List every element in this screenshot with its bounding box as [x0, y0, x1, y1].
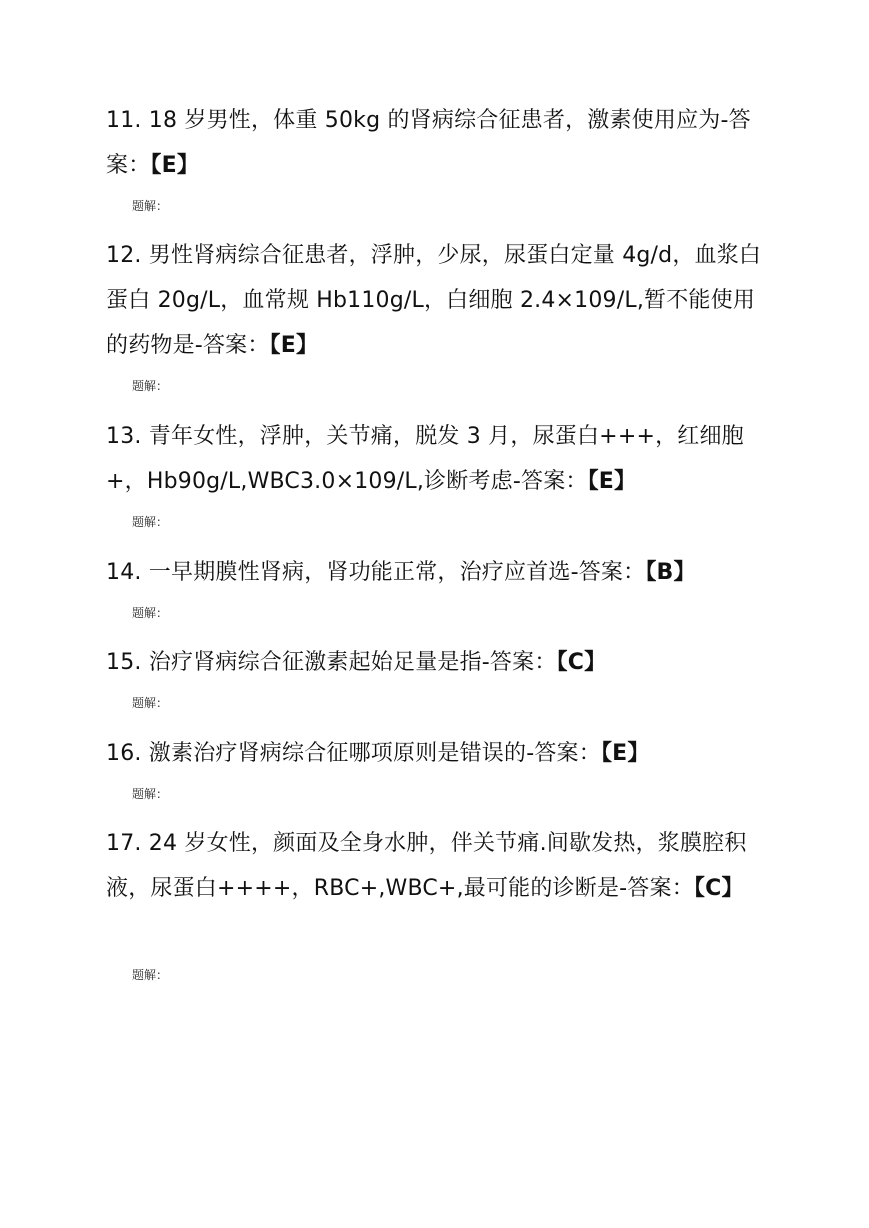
explanation-label: 题解：	[132, 515, 169, 529]
question-number: 13.	[106, 424, 142, 449]
explanation-label: 题解：	[132, 199, 169, 213]
question-number: 11.	[106, 108, 142, 133]
question-text: 一早期膜性肾病，肾功能正常，治疗应首选-答案：	[148, 560, 646, 585]
question-text: 青年女性，浮肿，关节痛，脱发 3 月，尿蛋白+++，红细胞+，Hb90g/L,WBC3.0×109/L,诊断考虑-答案：	[106, 424, 744, 494]
question-16	[106, 731, 766, 776]
question-text: 24 岁女性，颜面及全身水肿，伴关节痛.间歇发热，浆膜腔积液，尿蛋白++++，RBC+,WBC+,最可能的诊断是-答案：	[106, 831, 747, 901]
answer-label: 【C】	[556, 650, 607, 675]
answer-label: 【E】	[269, 333, 319, 358]
question-number: 16.	[106, 741, 142, 766]
explanation-label: 题解：	[132, 379, 169, 393]
question-13	[106, 414, 766, 504]
answer-label: 【E】	[600, 741, 650, 766]
explanation-label: 题解：	[132, 696, 169, 710]
question-17	[106, 821, 766, 911]
question-text: 男性肾病综合征患者，浮肿，少尿，尿蛋白定量 4g/d，血浆白蛋白 20g/L，血常规 Hb110g/L，白细胞 2.4×109/L,暂不能使用的药物是-答案：	[106, 243, 762, 358]
answer-label: 【B】	[645, 560, 696, 585]
question-text: 18 岁男性，体重 50kg 的肾病综合征患者，激素使用应为-答案：	[106, 108, 751, 178]
explanation-label: 题解：	[132, 606, 169, 620]
explanation-label: 题解：	[132, 968, 169, 982]
answer-label: 【C】	[693, 876, 744, 901]
explanation-label: 题解：	[132, 787, 169, 801]
question-text: 治疗肾病综合征激素起始足量是指-答案：	[148, 650, 557, 675]
question-text: 激素治疗肾病综合征哪项原则是错误的-答案：	[148, 741, 601, 766]
question-number: 14.	[106, 560, 142, 585]
question-number: 15.	[106, 650, 142, 675]
question-14	[106, 550, 766, 595]
answer-label: 【E】	[587, 469, 637, 494]
answer-label: 【E】	[150, 153, 200, 178]
question-number: 12.	[106, 243, 142, 268]
question-number: 17.	[106, 831, 142, 856]
question-12	[106, 233, 766, 368]
question-15	[106, 640, 766, 685]
question-11	[106, 98, 766, 188]
